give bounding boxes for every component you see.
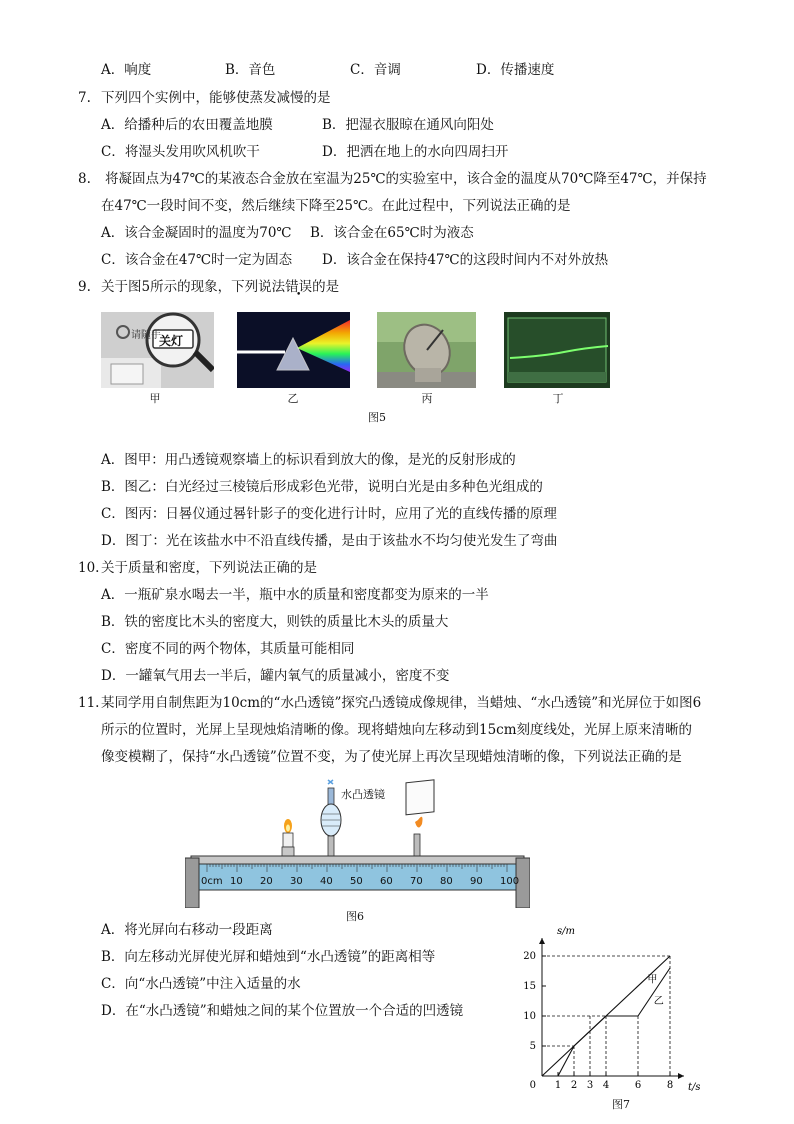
q7-option-c[interactable]: C．将湿头发用吹风机吹干	[101, 144, 260, 160]
photo-label-yi: 乙	[287, 392, 299, 405]
q11-option-c[interactable]: C．向“水凸透镜”中注入适量的水	[101, 976, 301, 992]
ruler-tick-label: 50	[350, 876, 363, 887]
y-axis-arrow	[539, 938, 545, 944]
q11-stem-line3: 像变模糊了，保持“水凸透镜”位置不变，为了使光屏上再次呈现蜡烛清晰的像，下列说法正确的是	[101, 749, 682, 765]
q6-option-c[interactable]: C．音调	[350, 62, 401, 78]
q9-option-c[interactable]: C．图丙：日晷仪通过晷针影子的变化进行计时，应用了光的直线传播的原理	[101, 506, 557, 522]
q8-stem-line1: 将凝固点为47℃的某液态合金放在室温为25℃的实验室中，该合金的温度从70℃降至47℃，并保持	[105, 171, 707, 187]
figure-7-caption: 图7	[612, 1098, 630, 1111]
q8-stem-line2: 在47℃一段时间不变，然后继续下降至25℃。在此过程中，下列说法正确的是	[101, 198, 571, 214]
s-t-graph	[520, 920, 700, 1100]
ruler-tick-label: 10	[230, 876, 243, 887]
ruler-tick-label: 90	[470, 876, 483, 887]
q8-option-d[interactable]: D．该合金在保持47℃的这段时间内不对外放热	[322, 252, 609, 268]
ruler-tick-label: 60	[380, 876, 393, 887]
q9-number: 9.	[78, 279, 91, 295]
figure-6-optical-bench	[185, 778, 530, 908]
q9-stem	[101, 278, 339, 296]
y-tick-label: 15	[523, 981, 536, 992]
q7-number: 7.	[78, 90, 91, 106]
q9-option-d[interactable]: D．图丁：光在该盐水中不沿直线传播，是由于该盐水不均匀使光发生了弯曲	[101, 533, 558, 549]
q11-option-b[interactable]: B．向左移动光屏使光屏和蜡烛到“水凸透镜”的距离相等	[101, 949, 436, 965]
origin-label: 0	[529, 1080, 536, 1091]
q11-stem-line2: 所示的位置时，光屏上呈现烛焰清晰的像。现将蜡烛向左移动到15cm刻度线处，光屏上原来清晰的	[101, 722, 693, 738]
figure-6-caption: 图6	[346, 910, 364, 923]
ruler-tick-label: 0cm	[201, 876, 223, 887]
q7-stem: 下列四个实例中，能够使蒸发减慢的是	[101, 90, 331, 106]
x-tick-label: 6	[634, 1080, 642, 1091]
sign-small-text: 请随手	[131, 330, 161, 341]
photo-yi-prism	[237, 312, 350, 388]
q6-option-d[interactable]: D．传播速度	[476, 62, 555, 78]
q11-option-a[interactable]: A．将光屏向右移动一段距离	[101, 922, 273, 938]
figure-5-caption: 图5	[368, 411, 386, 424]
ruler-tick-label: 40	[320, 876, 333, 887]
photo-label-bing: 丙	[421, 392, 433, 405]
q10-option-c[interactable]: C．密度不同的两个物体，其质量可能相同	[101, 641, 355, 657]
q8-option-b[interactable]: B．该合金在65℃时为液态	[310, 225, 474, 241]
q6-option-a[interactable]: A．响度	[101, 62, 152, 78]
photo-label-jia: 甲	[149, 392, 161, 405]
y-tick-label: 5	[529, 1041, 536, 1052]
sign-text: 关灯	[159, 334, 184, 348]
q7-option-b[interactable]: B．把湿衣服晾在通风向阳处	[322, 117, 494, 133]
q11-number: 11.	[78, 695, 100, 711]
q7-option-d[interactable]: D．把洒在地上的水向四周扫开	[322, 144, 509, 160]
photo-jia-magnifier	[101, 312, 214, 388]
q10-stem: 关于质量和密度，下列说法正确的是	[101, 560, 317, 576]
q9-option-b[interactable]: B．图乙：白光经过三棱镜后形成彩色光带，说明白光是由多种色光组成的	[101, 479, 543, 495]
ruler-tick-label: 80	[440, 876, 453, 887]
x-tick-label: 2	[570, 1080, 578, 1091]
q10-option-b[interactable]: B．铁的密度比木头的密度大，则铁的质量比木头的质量大	[101, 614, 449, 630]
q8-number: 8.	[78, 171, 91, 187]
legend-jia: 甲	[647, 974, 658, 986]
x-tick-label: 1	[554, 1080, 562, 1091]
x-tick-label: 3	[586, 1080, 594, 1091]
figure-7-chart	[520, 920, 700, 1100]
q11-option-d[interactable]: D．在“水凸透镜”和蜡烛之间的某个位置放一个合适的凹透镜	[101, 1003, 464, 1019]
x-tick-label: 4	[602, 1080, 610, 1091]
y-tick-label: 20	[523, 951, 536, 962]
photo-label-ding: 丁	[552, 392, 564, 405]
q9-stem-c: 的是	[312, 279, 340, 295]
photo-bing-sundial	[377, 312, 476, 388]
q6-option-b[interactable]: B．音色	[225, 62, 276, 78]
q9-stem-emphasis: 错误	[285, 279, 313, 295]
q9-stem-a: 关于图5所示的现象，下列说法	[101, 279, 286, 295]
q11-stem-line1: 某同学用自制焦距为10cm的“水凸透镜”探究凸透镜成像规律，当蜡烛、“水凸透镜”和光屏位于如图6	[101, 695, 702, 711]
photo-ding-laser	[504, 312, 610, 388]
q7-option-a[interactable]: A．给播种后的农田覆盖地膜	[101, 117, 273, 133]
q8-option-a[interactable]: A．该合金凝固时的温度为70℃	[101, 225, 292, 241]
y-tick-label: 10	[523, 1011, 536, 1022]
q10-option-a[interactable]: A．一瓶矿泉水喝去一半，瓶中水的质量和密度都变为原来的一半	[101, 587, 489, 603]
ruler-tick-label: 70	[410, 876, 423, 887]
y-axis-label: s/m	[557, 926, 575, 937]
x-tick-label: 8	[666, 1080, 674, 1091]
ruler-tick-label: 100	[500, 876, 520, 887]
lens-label: 水凸透镜	[341, 788, 385, 801]
ruler-tick-label: 30	[290, 876, 303, 887]
q9-option-a[interactable]: A．图甲：用凸透镜观察墙上的标识看到放大的像，是光的反射形成的	[101, 452, 516, 468]
ruler-labels	[185, 778, 530, 908]
x-axis-arrow	[678, 1073, 684, 1079]
q8-option-c[interactable]: C．该合金在47℃时一定为固态	[101, 252, 293, 268]
q10-option-d[interactable]: D．一罐氧气用去一半后，罐内氧气的质量减小，密度不变	[101, 668, 450, 684]
x-axis-label: t/s	[688, 1082, 700, 1093]
series-line-jia-extension	[558, 1046, 574, 1076]
legend-yi: 乙	[653, 996, 664, 1007]
ruler-tick-label: 20	[260, 876, 273, 887]
q10-number: 10.	[78, 560, 100, 576]
